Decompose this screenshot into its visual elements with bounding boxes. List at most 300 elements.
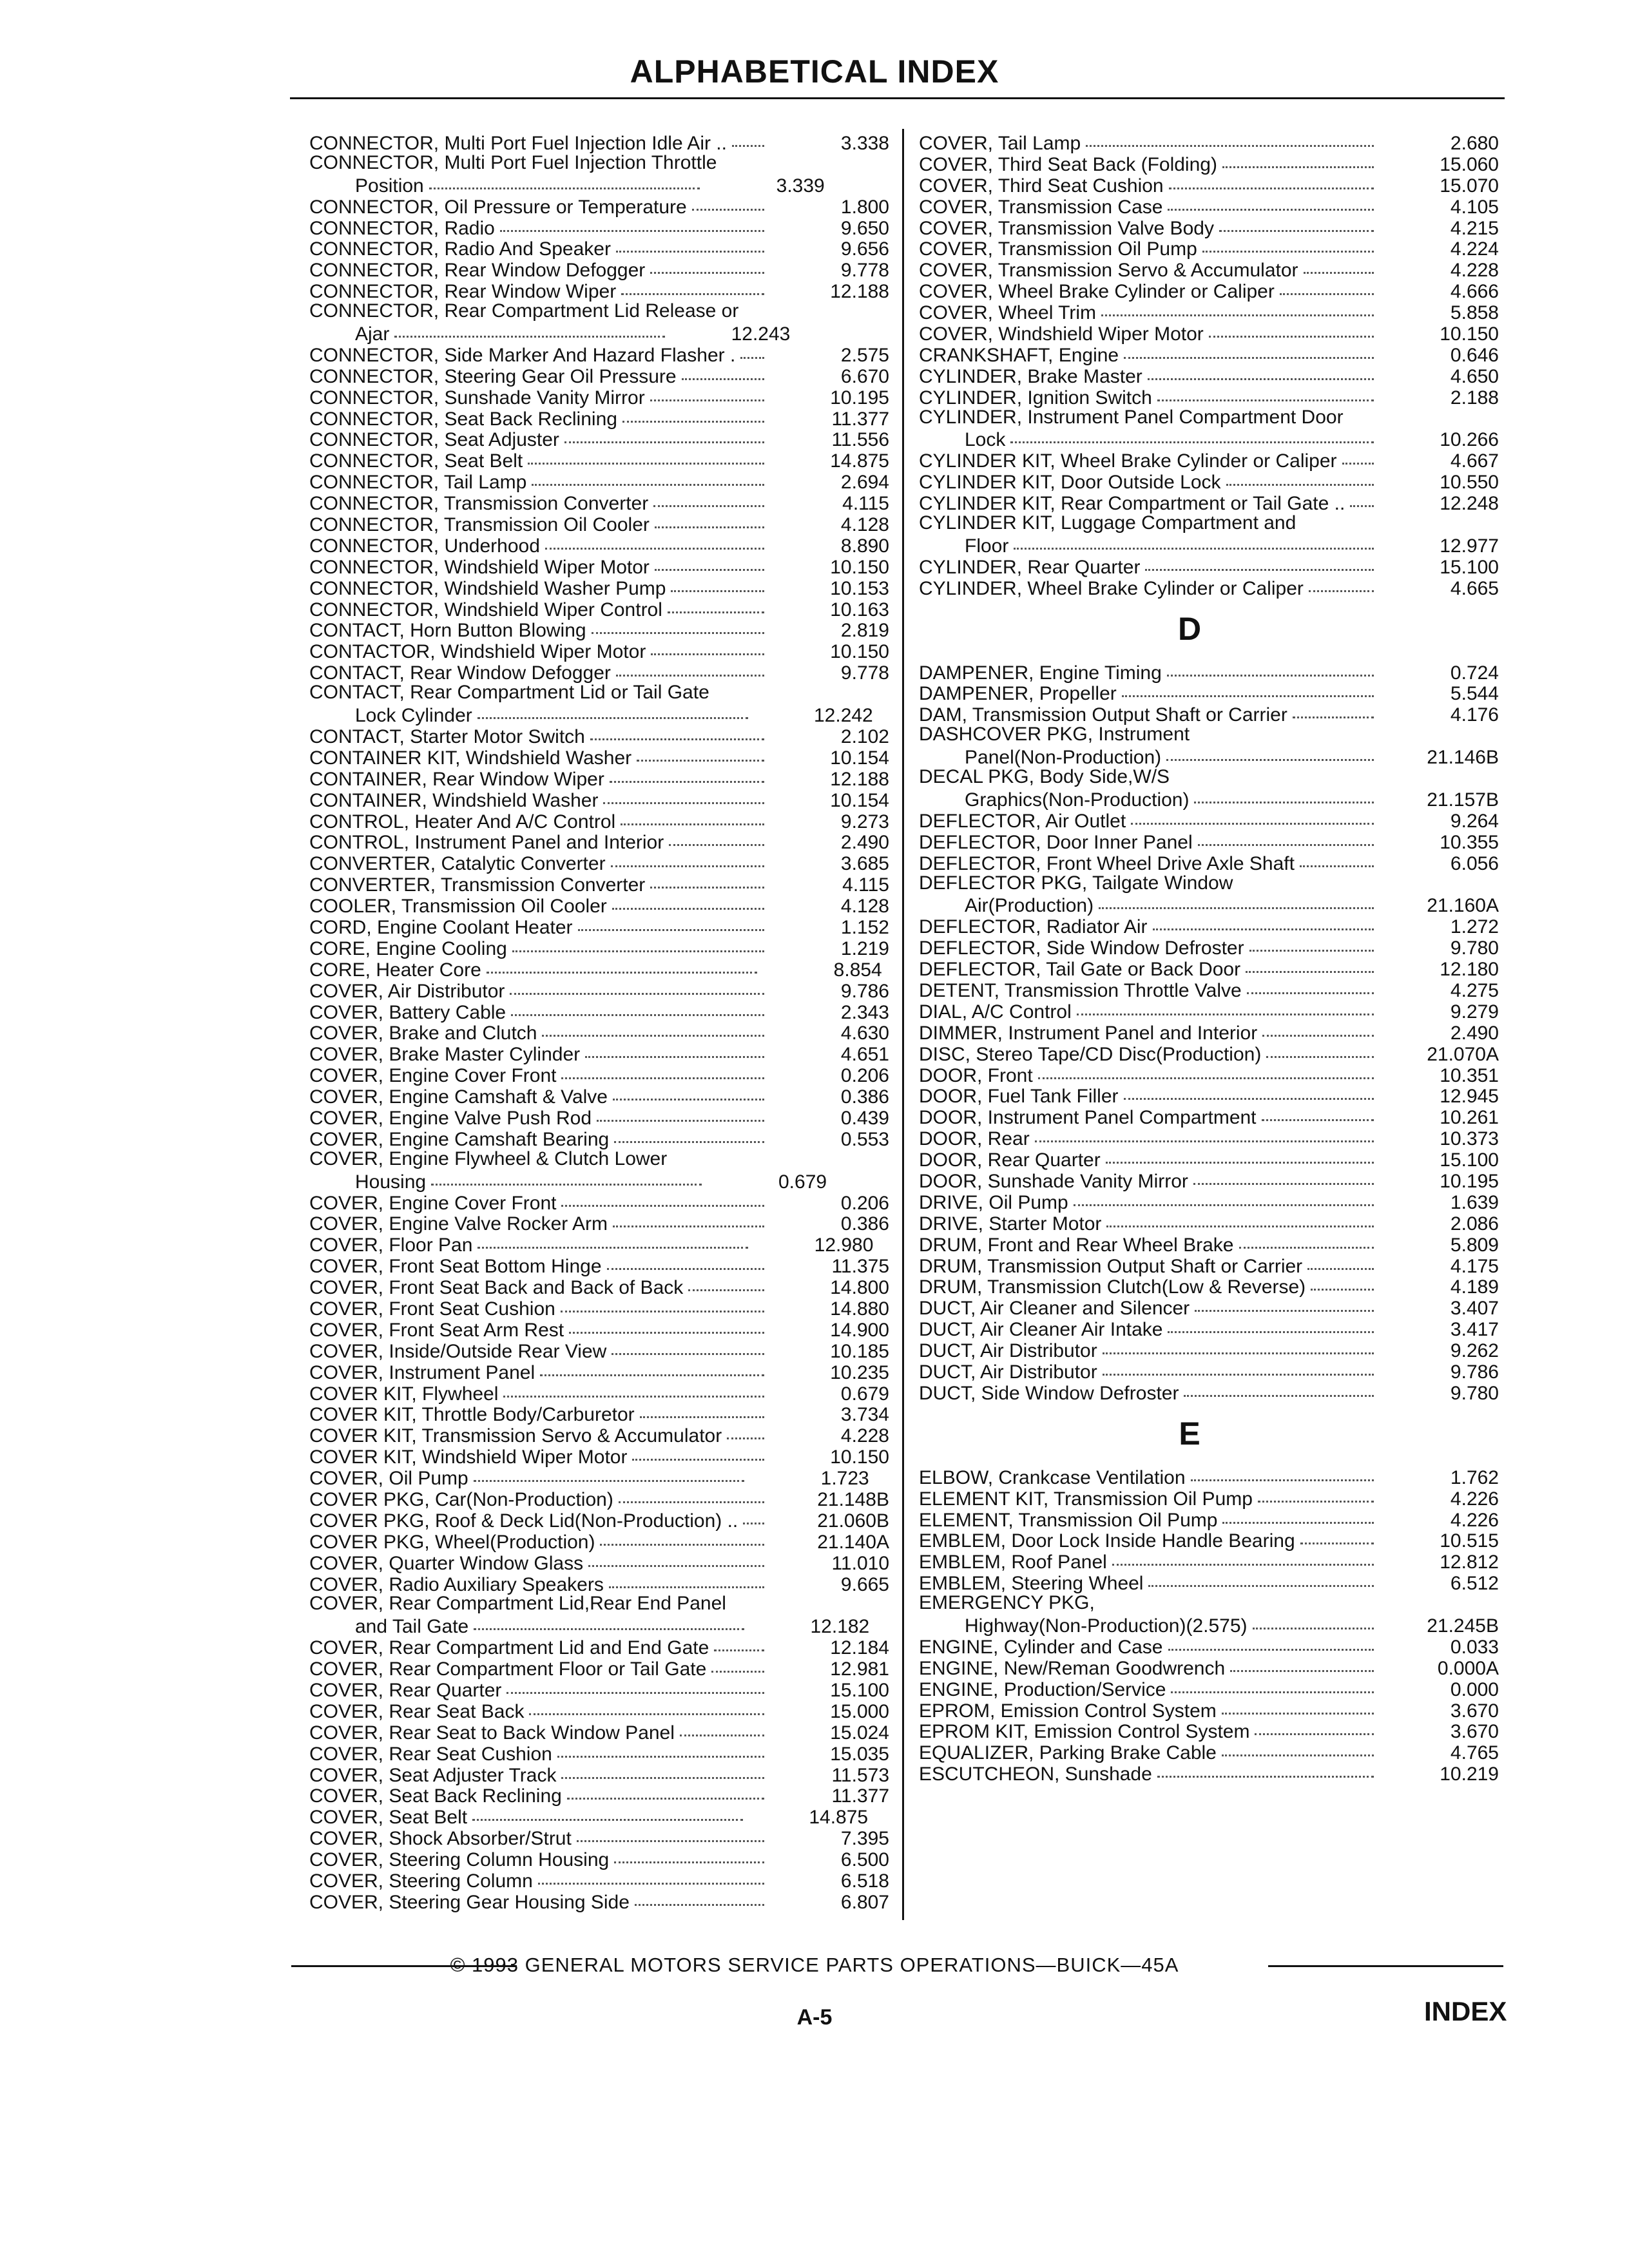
entry-label: DRIVE, Oil Pump: [919, 1191, 1068, 1213]
entry-page-ref: 0.000: [1450, 1678, 1499, 1700]
entry-page-ref: 21.160A: [1427, 895, 1499, 917]
dot-leader: [607, 1251, 764, 1270]
entry-label: CONNECTOR, Seat Belt: [309, 450, 523, 472]
entry-label: COVER KIT, Throttle Body/Carburetor: [309, 1404, 635, 1426]
entry-label: ESCUTCHEON, Sunshade: [919, 1763, 1152, 1785]
entry-page-ref: 12.242: [813, 705, 873, 727]
dot-leader: [1311, 1272, 1374, 1291]
index-entry: [309, 1106, 889, 1127]
entry-label: COVER, Radio Auxiliary Speakers: [309, 1573, 604, 1595]
index-entry: [309, 470, 889, 494]
entry-page-ref: 21.070A: [1427, 1043, 1499, 1065]
index-entry: [919, 1719, 1499, 1743]
entry-label: COVER, Seat Adjuster Track: [309, 1764, 557, 1786]
entry-page-ref: 4.630: [840, 1023, 889, 1044]
entry-label: COVER, Shock Absorber/Strut: [309, 1828, 572, 1850]
entry-page-ref: 10.195: [830, 387, 889, 408]
entry-page-ref: 11.556: [831, 429, 889, 451]
entry-label: CORE, Heater Core: [309, 959, 481, 981]
entry-page-ref: 2.188: [1450, 387, 1499, 408]
entry-label: Ajar: [355, 323, 390, 345]
entry-label: CONNECTOR, Rear Compartment Lid Release or: [309, 300, 739, 322]
dot-leader: [650, 383, 764, 401]
dot-leader: [727, 1421, 764, 1439]
index-entry: [919, 851, 1499, 872]
entry-page-ref: 4.275: [1450, 979, 1499, 1001]
entry-page-ref: 14.800: [830, 1277, 889, 1299]
entry-label: COVER, Engine Cover Front: [309, 1065, 557, 1087]
entry-label: DEFLECTOR, Side Window Defroster: [919, 937, 1244, 959]
entry-label: CONNECTOR, Side Marker And Hazard Flasher .: [309, 344, 736, 366]
entry-label: DEFLECTOR, Door Inner Panel: [919, 831, 1193, 853]
dot-leader: [1157, 383, 1374, 401]
index-entry: [309, 1423, 889, 1445]
dot-leader: [500, 213, 764, 232]
dot-leader: [1300, 1526, 1374, 1544]
entry-page-ref: 12.981: [830, 1658, 889, 1680]
entry-label: DIAL, A/C Control: [919, 1001, 1072, 1023]
entry-page-ref: 4.105: [1450, 196, 1499, 218]
dot-leader: [512, 934, 764, 952]
entry-label: COVER, Third Seat Back (Folding): [919, 153, 1217, 175]
dot-leader: [1010, 425, 1374, 443]
page-number: A-5: [796, 2005, 833, 2030]
entry-page-ref: 10.261: [1440, 1107, 1499, 1129]
entry-page-ref: 14.875: [809, 1807, 869, 1829]
dot-leader: [1168, 1632, 1374, 1651]
index-entry: [919, 1698, 1499, 1720]
entry-label: CYLINDER KIT, Luggage Compartment and: [919, 512, 1296, 534]
entry-label: CONNECTOR, Oil Pressure or Temperature: [309, 196, 687, 218]
entry-page-ref: 10.550: [1440, 472, 1499, 494]
dot-leader: [680, 1718, 764, 1736]
index-entry: [919, 1084, 1499, 1108]
entry-page-ref: 10.185: [830, 1340, 889, 1362]
dot-leader: [590, 722, 764, 740]
dot-leader: [528, 446, 764, 465]
entry-page-ref: 14.875: [830, 450, 889, 472]
dot-leader: [474, 1463, 744, 1482]
dot-leader: [1342, 446, 1374, 465]
entry-label: CYLINDER, Brake Master: [919, 365, 1142, 387]
index-entry: [309, 767, 889, 788]
entry-page-ref: 21.148B: [817, 1489, 889, 1510]
dot-leader: [1309, 573, 1374, 592]
dot-leader: [569, 1315, 764, 1334]
entry-label: COVER, Third Seat Cushion: [919, 175, 1164, 197]
entry-label: DEFLECTOR, Front Wheel Drive Axle Shaft: [919, 852, 1295, 874]
entry-label: COVER, Transmission Servo & Accumulator: [919, 260, 1298, 282]
entry-page-ref: 21.146B: [1427, 747, 1499, 769]
dot-leader: [1301, 510, 1374, 526]
entry-page-ref: 7.395: [840, 1828, 889, 1850]
entry-label: COVER, Floor Pan: [309, 1235, 473, 1256]
index-entry: [309, 618, 889, 642]
index-entry: [309, 343, 889, 364]
index-entry: [919, 1486, 1499, 1508]
entry-label: Housing: [355, 1171, 427, 1193]
entry-label: COVER, Front Seat Cushion: [309, 1298, 555, 1320]
dot-leader: [612, 1336, 764, 1355]
entry-label: CONNECTOR, Transmission Converter: [309, 493, 649, 515]
entry-page-ref: 6.056: [1450, 852, 1499, 874]
entry-page-ref: 10.150: [1440, 323, 1499, 345]
entry-page-ref: 1.152: [840, 916, 889, 938]
entry-label: COVER, Transmission Valve Body: [919, 217, 1214, 239]
entry-page-ref: 2.102: [840, 726, 889, 747]
entry-page-ref: 9.786: [1450, 1361, 1499, 1383]
entry-page-ref: 21.140A: [817, 1531, 889, 1553]
index-entry: [919, 385, 1499, 407]
index-entry: [309, 1699, 889, 1720]
entry-page-ref: 10.150: [830, 556, 889, 578]
entry-label: and Tail Gate: [355, 1616, 469, 1638]
entry-page-ref: 10.154: [830, 747, 889, 769]
index-entry: [309, 1614, 889, 1638]
entry-label: DAM, Transmission Output Shaft or Carrier: [919, 704, 1287, 726]
index-entry: [309, 576, 889, 597]
entry-label: DRUM, Transmission Clutch(Low & Reverse): [919, 1276, 1306, 1298]
index-entry: [309, 1551, 889, 1572]
index-entry: [309, 173, 889, 195]
dot-leader: [597, 1103, 764, 1122]
entry-page-ref: 9.780: [1450, 1382, 1499, 1404]
dot-leader: [1171, 1675, 1374, 1693]
entry-page-ref: 9.273: [840, 811, 889, 832]
entry-label: COVER, Instrument Panel: [309, 1361, 535, 1383]
dot-leader: [1124, 340, 1374, 359]
entry-label: COVER, Engine Camshaft & Valve: [309, 1086, 608, 1108]
dot-leader: [650, 870, 764, 889]
dot-leader: [588, 1548, 764, 1567]
dot-leader: [672, 1146, 764, 1162]
entry-page-ref: 15.070: [1440, 175, 1499, 197]
index-entry: [309, 809, 889, 831]
entry-page-ref: 10.154: [830, 789, 889, 811]
entry-page-ref: 4.226: [1450, 1509, 1499, 1531]
entry-label: DUCT, Air Distributor: [919, 1361, 1097, 1383]
right-index-column: [919, 131, 1499, 1783]
dot-leader: [592, 615, 764, 634]
entry-page-ref: 10.235: [830, 1361, 889, 1383]
entry-label: CYLINDER, Wheel Brake Cylinder or Caliper: [919, 577, 1304, 599]
dot-leader: [711, 1654, 764, 1673]
entry-page-ref: 12.248: [1440, 493, 1499, 515]
dot-leader: [1249, 933, 1374, 952]
dot-leader: [1157, 1759, 1374, 1778]
index-entry: [919, 1021, 1499, 1042]
entry-page-ref: 10.153: [830, 577, 889, 599]
entry-label: CONTROL, Instrument Panel and Interior: [309, 832, 664, 854]
index-entry: [919, 914, 1499, 936]
index-entry: [919, 555, 1499, 576]
entry-label: COVER, Windshield Wiper Motor: [919, 323, 1204, 345]
entry-label: CYLINDER KIT, Wheel Brake Cylinder or Caliper: [919, 450, 1337, 472]
dot-leader: [472, 1802, 743, 1821]
entry-page-ref: 2.694: [840, 472, 889, 494]
entry-label: COVER, Engine Valve Push Rod: [309, 1107, 592, 1129]
entry-label: DOOR, Instrument Panel Compartment: [919, 1107, 1257, 1129]
entry-page-ref: 0.679: [778, 1171, 827, 1193]
entry-label: COVER, Brake and Clutch: [309, 1023, 537, 1044]
index-entry: [309, 872, 889, 894]
entry-label: CONNECTOR, Windshield Washer Pump: [309, 577, 666, 599]
entry-page-ref: 4.651: [840, 1044, 889, 1066]
entry-page-ref: 1.800: [840, 196, 889, 218]
dot-leader: [561, 1188, 764, 1207]
index-entry: [309, 1318, 889, 1339]
dot-leader: [715, 679, 764, 696]
dot-leader: [585, 1039, 764, 1058]
dot-leader: [557, 1739, 764, 1758]
entry-page-ref: 11.010: [831, 1552, 889, 1574]
dot-leader: [740, 340, 764, 359]
entry-label: COVER, Rear Quarter: [309, 1680, 502, 1702]
index-entry: [309, 1254, 889, 1278]
index-entry: [309, 216, 889, 237]
entry-page-ref: 11.375: [831, 1256, 889, 1278]
entry-page-ref: 4.128: [840, 896, 889, 918]
dot-leader: [431, 1167, 702, 1186]
entry-label: DUCT, Air Cleaner and Silencer: [919, 1298, 1190, 1320]
index-entry: [309, 1487, 889, 1508]
entry-page-ref: 10.355: [1440, 831, 1499, 853]
dot-leader: [1219, 213, 1374, 232]
column-divider: [902, 129, 904, 1920]
entry-label: CYLINDER, Rear Quarter: [919, 556, 1141, 578]
dot-leader: [538, 1866, 764, 1885]
entry-label: Graphics(Non-Production): [965, 789, 1190, 811]
entry-label: DAMPENER, Engine Timing: [919, 662, 1162, 684]
entry-page-ref: 4.665: [1450, 577, 1499, 599]
entry-label: CONNECTOR, Transmission Oil Cooler: [309, 514, 650, 536]
entry-page-ref: 2.575: [840, 344, 889, 366]
dot-leader: [1222, 149, 1374, 168]
entry-page-ref: 12.945: [1440, 1086, 1499, 1108]
entry-page-ref: 21.245B: [1427, 1615, 1499, 1637]
entry-page-ref: 3.685: [840, 853, 889, 875]
entry-page-ref: 3.417: [1450, 1319, 1499, 1341]
index-entry: [919, 131, 1499, 152]
dot-leader: [621, 807, 764, 825]
dot-leader: [529, 1696, 764, 1715]
index-entry: [919, 1381, 1499, 1402]
dot-leader: [506, 1675, 764, 1694]
entry-page-ref: 4.128: [840, 514, 889, 536]
dot-leader: [1148, 1568, 1374, 1587]
dot-leader: [609, 1570, 764, 1588]
dot-leader: [1074, 1187, 1374, 1206]
entry-page-ref: 2.490: [1450, 1022, 1499, 1044]
dot-leader: [1222, 1696, 1374, 1715]
dot-leader: [612, 891, 764, 910]
dot-leader: [545, 531, 764, 550]
dot-leader: [682, 361, 764, 380]
index-entry: [309, 1466, 889, 1490]
index-entry: [309, 555, 889, 576]
title-rule: [290, 97, 1505, 99]
dot-leader: [714, 1633, 764, 1651]
index-entry: [919, 576, 1499, 597]
entry-page-ref: 12.184: [830, 1637, 889, 1659]
entry-page-ref: 9.665: [840, 1573, 889, 1595]
dot-leader: [1300, 849, 1374, 867]
dot-leader: [1099, 890, 1374, 909]
dot-leader: [1247, 975, 1374, 994]
index-entry: [919, 999, 1499, 1021]
entry-page-ref: 1.723: [820, 1468, 869, 1490]
dot-leader: [1222, 1505, 1374, 1524]
index-entry: [919, 1508, 1499, 1529]
index-entry: [309, 1063, 889, 1087]
dot-leader: [564, 425, 764, 443]
entry-page-ref: 9.778: [840, 260, 889, 282]
entry-label: CONNECTOR, Radio: [309, 217, 495, 239]
index-entry: [919, 830, 1499, 851]
entry-page-ref: 1.272: [1450, 916, 1499, 938]
entry-page-ref: 4.667: [1450, 450, 1499, 472]
dot-leader: [616, 234, 764, 253]
dot-leader: [722, 149, 764, 166]
dot-leader: [394, 319, 665, 338]
dot-leader: [1258, 1484, 1374, 1503]
entry-page-ref: 4.226: [1450, 1488, 1499, 1510]
entry-label: EMBLEM, Door Lock Inside Handle Bearing: [919, 1530, 1295, 1552]
entry-page-ref: 9.279: [1450, 1001, 1499, 1023]
dot-leader: [611, 849, 764, 867]
entry-label: CONNECTOR, Rear Window Wiper: [309, 281, 617, 303]
dot-leader: [610, 764, 764, 783]
entry-label: DECAL PKG, Body Side,W/S: [919, 766, 1170, 788]
dot-leader: [1167, 658, 1374, 677]
entry-page-ref: 9.786: [840, 980, 889, 1002]
dot-leader: [614, 1124, 764, 1143]
dot-leader: [542, 1018, 764, 1037]
entry-label: EMBLEM, Steering Wheel: [919, 1573, 1144, 1595]
entry-page-ref: 12.980: [814, 1235, 874, 1256]
index-entry: [919, 1254, 1499, 1275]
entry-label: CONVERTER, Transmission Converter: [309, 874, 646, 896]
dot-leader: [561, 1061, 764, 1079]
dot-leader: [1202, 234, 1374, 253]
entry-page-ref: 10.351: [1440, 1064, 1499, 1086]
entry-page-ref: 0.386: [840, 1086, 889, 1108]
index-entry: [309, 236, 889, 258]
dot-leader: [1239, 1230, 1374, 1249]
entry-label: CONTAINER, Windshield Washer: [309, 789, 599, 811]
index-entry: [309, 1233, 889, 1254]
dot-leader: [567, 1781, 764, 1800]
index-entry: [919, 195, 1499, 216]
dot-leader: [653, 488, 764, 507]
entry-page-ref: 12.812: [1440, 1552, 1499, 1573]
entry-label: DUCT, Air Distributor: [919, 1340, 1097, 1362]
entry-label: COVER KIT, Transmission Servo & Accumulator: [309, 1425, 722, 1447]
entry-label: ENGINE, Cylinder and Case: [919, 1636, 1163, 1658]
entry-label: CONTACT, Starter Motor Switch: [309, 726, 585, 747]
entry-label: COVER KIT, Windshield Wiper Motor: [309, 1446, 628, 1468]
entry-label: CYLINDER, Ignition Switch: [919, 387, 1152, 408]
index-entry: [309, 364, 889, 385]
dot-leader: [1266, 1039, 1374, 1058]
index-entry: [309, 745, 889, 767]
entry-label: CONTACT, Rear Compartment Lid or Tail Gate: [309, 682, 709, 704]
entry-label: DOOR, Front: [919, 1064, 1033, 1086]
entry-label: CYLINDER, Instrument Panel Compartment Door: [919, 406, 1344, 428]
entry-label: COVER, Rear Compartment Lid and End Gate: [309, 1637, 709, 1659]
entry-page-ref: 9.780: [1450, 937, 1499, 959]
entry-page-ref: 10.150: [830, 1446, 889, 1468]
entry-label: CONNECTOR, Multi Port Fuel Injection Throttle: [309, 151, 717, 173]
entry-label: Floor: [965, 535, 1009, 557]
entry-label: DOOR, Rear: [919, 1128, 1030, 1150]
entry-label: COVER PKG, Roof & Deck Lid(Non-Production) ..: [309, 1510, 738, 1532]
entry-page-ref: 15.060: [1440, 153, 1499, 175]
entry-label: COVER, Seat Belt: [309, 1807, 468, 1829]
index-entry: [919, 258, 1499, 282]
dot-leader: [1193, 1166, 1374, 1185]
entry-page-ref: 4.224: [1450, 238, 1499, 260]
entry-label: DEFLECTOR, Tail Gate or Back Door: [919, 959, 1241, 981]
dot-leader: [1122, 678, 1374, 697]
dot-leader: [1198, 827, 1374, 846]
dot-leader: [578, 912, 764, 931]
entry-label: COVER, Engine Valve Rocker Arm: [309, 1213, 608, 1235]
entry-label: ELEMENT KIT, Transmission Oil Pump: [919, 1488, 1253, 1510]
entry-label: ENGINE, New/Reman Goodwrench: [919, 1657, 1226, 1679]
entry-label: DIMMER, Instrument Panel and Interior: [919, 1022, 1258, 1044]
entry-page-ref: 6.518: [840, 1870, 889, 1892]
index-entry: [309, 1127, 889, 1148]
dot-leader: [669, 827, 764, 846]
entry-label: COVER, Wheel Trim: [919, 302, 1097, 324]
entry-label: COVER, Front Seat Arm Rest: [309, 1319, 564, 1341]
entry-label: DOOR, Rear Quarter: [919, 1149, 1101, 1171]
entry-label: COVER, Rear Seat Back: [309, 1700, 525, 1722]
entry-page-ref: 4.765: [1450, 1742, 1499, 1764]
entry-label: DISC, Stereo Tape/CD Disc(Production): [919, 1043, 1262, 1065]
dot-leader: [511, 997, 764, 1016]
entry-page-ref: 9.264: [1450, 810, 1499, 832]
dot-leader: [1035, 1124, 1374, 1142]
dot-leader: [632, 1442, 764, 1461]
entry-label: COVER, Rear Compartment Lid,Rear End Panel: [309, 1593, 726, 1615]
dot-leader: [1168, 192, 1374, 211]
entry-label: COVER, Battery Cable: [309, 1001, 506, 1023]
index-entry: [919, 681, 1499, 705]
entry-page-ref: 12.182: [810, 1616, 870, 1638]
dot-leader: [603, 785, 764, 804]
entry-page-ref: 10.195: [1440, 1170, 1499, 1192]
dot-leader: [561, 1294, 764, 1312]
entry-label: COVER, Tail Lamp: [919, 133, 1081, 154]
index-entry: [919, 448, 1499, 470]
entry-page-ref: 2.819: [840, 620, 889, 642]
index-entry: [309, 1826, 889, 1850]
dot-leader: [655, 510, 764, 528]
entry-page-ref: 10.219: [1440, 1763, 1499, 1785]
dot-leader: [429, 171, 700, 189]
entry-page-ref: 10.266: [1440, 429, 1499, 451]
entry-label: COVER PKG, Car(Non-Production): [309, 1489, 613, 1510]
entry-label: DEFLECTOR PKG, Tailgate Window: [919, 872, 1233, 894]
dot-leader: [1350, 488, 1374, 507]
entry-page-ref: 4.115: [842, 493, 889, 515]
letter-heading: D: [1177, 610, 1202, 647]
entry-page-ref: 12.977: [1440, 535, 1499, 557]
dot-leader: [1191, 1463, 1374, 1481]
entry-page-ref: 2.086: [1450, 1213, 1499, 1235]
